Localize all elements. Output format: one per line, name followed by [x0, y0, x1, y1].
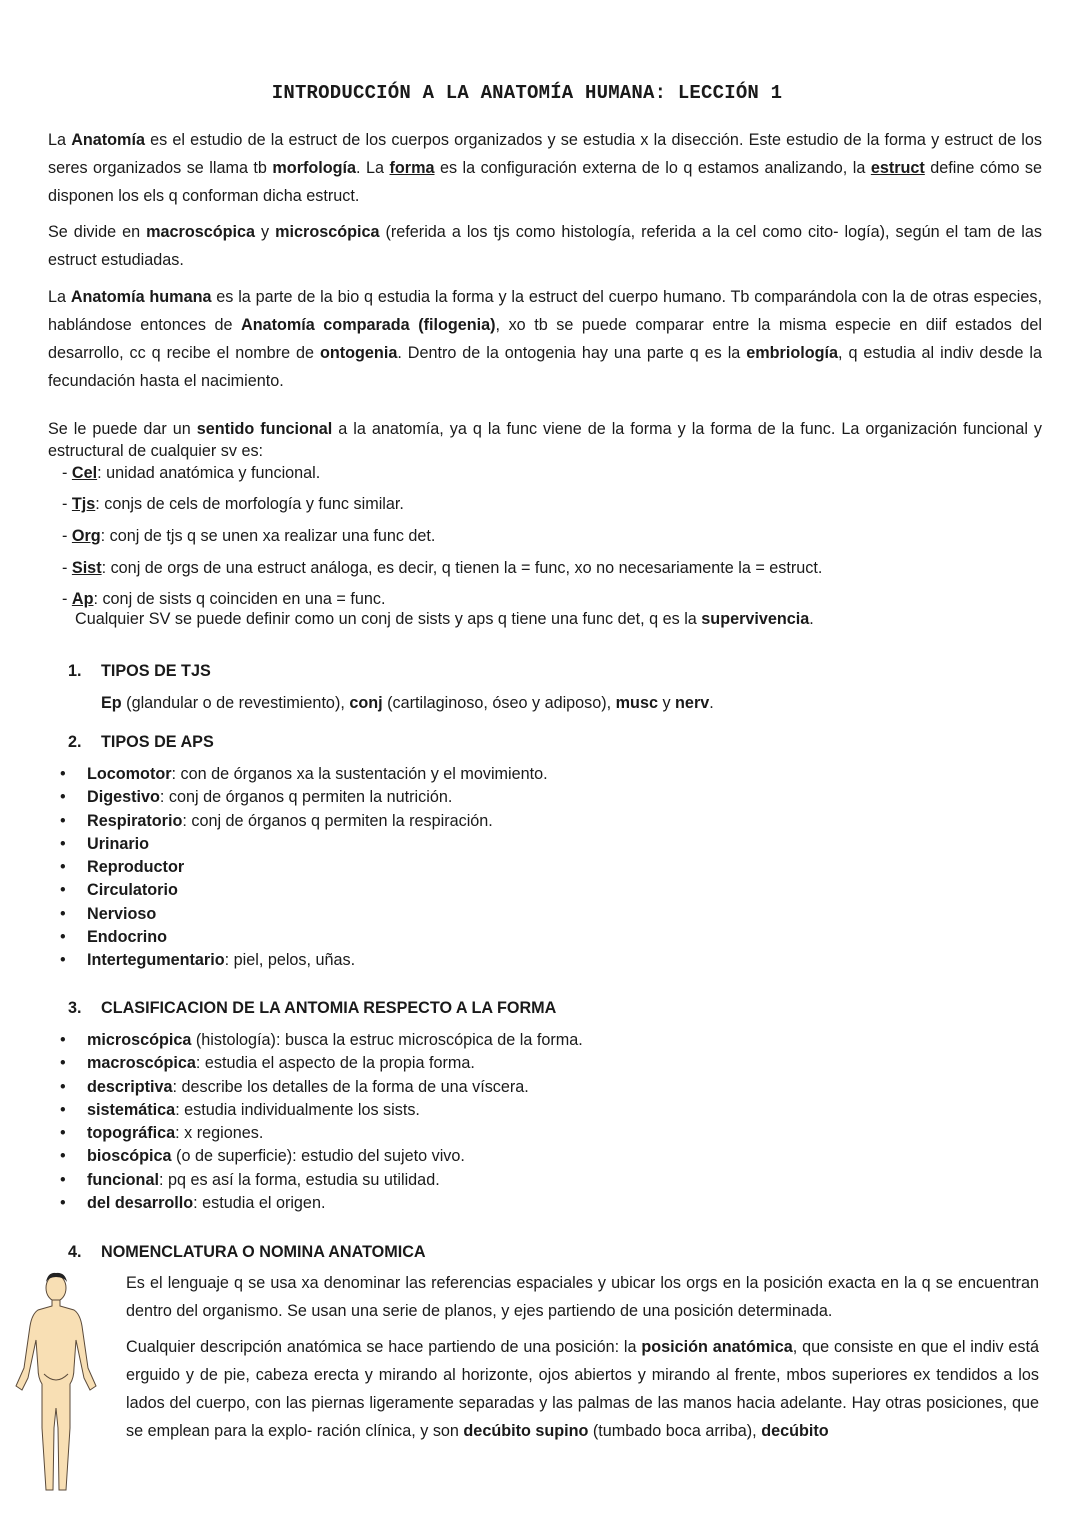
text-segment: : estudia el origen.	[193, 1194, 326, 1213]
emphasized-text: Sist	[71, 559, 102, 577]
list-item	[60, 879, 548, 902]
text-segment: : con de órganos xa la sustentación y el movimiento.	[171, 765, 548, 783]
section-title: TIPOS DE TJS	[101, 662, 211, 680]
intro-paragraph-anatomia-humana	[48, 283, 1042, 395]
text-segment: . Dentro de la ontogenia hay una parte q es la	[397, 344, 747, 362]
section-number: 2.	[68, 733, 82, 751]
list-item	[60, 1122, 583, 1145]
emphasized-text: Ep	[101, 694, 122, 712]
emphasized-text: Digestivo	[87, 788, 160, 807]
emphasized-text: Anatomía comparada (filogenia)	[241, 316, 496, 334]
intro-paragraph-sentido-funcional	[48, 418, 1042, 462]
text-segment: . La	[356, 159, 390, 177]
list-item	[60, 1076, 583, 1099]
level-item-sist	[62, 558, 822, 578]
emphasized-text: funcional	[87, 1170, 159, 1189]
emphasized-text: bioscópica	[87, 1147, 172, 1166]
text-segment: -	[62, 464, 72, 482]
list-item	[60, 1052, 583, 1075]
emphasized-text: del desarrollo	[87, 1194, 194, 1213]
section-heading-tipos-tjs	[68, 661, 211, 681]
emphasized-text: Anatomía humana	[70, 288, 212, 306]
emphasized-text: supervivencia	[701, 610, 810, 628]
emphasized-text: decúbito supino	[463, 1422, 589, 1440]
text-segment: : unidad anatómica y funcional.	[97, 464, 321, 482]
emphasized-text: sentido funcional	[196, 420, 333, 438]
emphasized-text: musc	[615, 694, 658, 712]
text-segment: y	[255, 223, 276, 241]
page-title: INTRODUCCIÓN A LA ANATOMÍA HUMANA: LECCIÓN 1	[271, 82, 783, 104]
text-segment: es el estudio de la estruct de los cuerpos organizados y se estudia x la disección. Este estudio de la forma y estruct de los seres organizados se llama tb	[48, 131, 1042, 177]
text-segment: -	[62, 590, 72, 608]
text-segment: (histología): busca la estruc microscópica de la forma.	[191, 1031, 583, 1049]
text-segment: : conj de tjs q se unen xa realizar una func det.	[100, 527, 436, 545]
section-title: TIPOS DE APS	[101, 733, 214, 751]
emphasized-text: Circulatorio	[87, 881, 178, 900]
section-number: 1.	[68, 662, 82, 680]
intro-paragraph-anatomia	[48, 126, 1042, 210]
tipos-tjs-text	[101, 693, 714, 713]
emphasized-text: Intertegumentario	[87, 951, 225, 970]
text-segment: : describe los detalles de la forma de una víscera.	[172, 1077, 529, 1096]
emphasized-text: forma	[389, 159, 435, 177]
text-segment: (glandular o de revestimiento),	[121, 694, 350, 712]
list-item	[60, 1169, 583, 1192]
text-segment: : conjs de cels de morfología y func similar.	[95, 495, 404, 513]
emphasized-text: Cel	[71, 464, 98, 482]
emphasized-text: morfología	[272, 159, 357, 177]
emphasized-text: Urinario	[87, 834, 150, 853]
level-item-org	[62, 526, 435, 546]
list-item	[60, 833, 548, 856]
level-item-cel	[62, 463, 320, 483]
text-segment: : conj de órganos q permiten la respiración.	[182, 811, 493, 830]
emphasized-text: sistemática	[87, 1100, 176, 1119]
text-segment: Cualquier descripción anatómica se hace partiendo de una posición: la	[126, 1338, 642, 1356]
emphasized-text: decúbito	[761, 1422, 829, 1440]
emphasized-text: macroscópica	[146, 223, 256, 241]
clasificacion-list	[60, 1029, 583, 1215]
list-item	[60, 1192, 583, 1215]
text-segment: (o de superficie): estudio del sujeto vivo.	[171, 1147, 465, 1166]
text-segment: Se divide en	[48, 223, 147, 241]
section-heading-nomenclatura	[68, 1242, 426, 1262]
list-item	[60, 1145, 583, 1168]
text-segment: : piel, pelos, uñas.	[224, 951, 356, 970]
text-segment: (tumbado boca arriba),	[588, 1422, 762, 1440]
text-segment: : estudia el aspecto de la propia forma.	[195, 1054, 475, 1073]
emphasized-text: macroscópica	[87, 1054, 196, 1073]
emphasized-text: Reproductor	[87, 858, 185, 877]
text-segment: : pq es así la forma, estudia su utilidad.	[158, 1170, 440, 1189]
list-item	[60, 786, 548, 809]
level-item-ap	[62, 589, 385, 609]
text-segment: -	[62, 495, 72, 513]
text-segment: La	[48, 131, 72, 149]
text-segment: (cartilaginoso, óseo y adiposo),	[382, 694, 616, 712]
text-segment: Cualquier SV se puede definir como un conj de sists y aps q tiene una func det, q es la	[75, 610, 702, 628]
aps-list	[60, 763, 548, 973]
emphasized-text: Locomotor	[87, 765, 172, 783]
emphasized-text: microscópica	[275, 223, 380, 241]
emphasized-text: embriología	[746, 344, 839, 362]
emphasized-text: nerv	[675, 694, 710, 712]
text-segment: Se le puede dar un	[48, 420, 197, 438]
text-segment: La	[48, 288, 71, 306]
text-segment: , q estudia al indiv desde la fecundación hasta el nacimiento.	[48, 344, 1042, 390]
emphasized-text: Anatomía	[71, 131, 145, 149]
text-segment: : conj de órganos q permiten la nutrición.	[159, 788, 453, 807]
anatomical-position-figure	[8, 1268, 104, 1500]
emphasized-text: Tjs	[71, 495, 96, 513]
text-segment: es la parte de la bio q estudia la forma y la estruct del cuerpo humano. Tb comparándola con la de otras especies, hablándose entonces de	[48, 288, 1042, 334]
emphasized-text: estruct	[870, 159, 925, 177]
list-item	[60, 1029, 583, 1052]
text-segment: define cómo se disponen los els q conforman dicha estruct.	[48, 159, 1043, 205]
list-item	[60, 903, 548, 926]
text-segment: .	[709, 694, 714, 712]
emphasized-text: Ap	[71, 590, 94, 608]
list-item	[60, 949, 548, 972]
text-segment: y	[657, 694, 676, 712]
level-item-tjs	[62, 494, 404, 514]
emphasized-text: microscópica	[87, 1031, 192, 1049]
emphasized-text: topográfica	[87, 1124, 176, 1143]
emphasized-text: posición anatómica	[641, 1338, 793, 1356]
emphasized-text: Nervioso	[87, 904, 157, 923]
text-segment: : estudia individualmente los sists.	[175, 1100, 420, 1119]
emphasized-text: Endocrino	[87, 928, 168, 947]
intro-paragraph-division	[48, 218, 1042, 274]
text-segment: (referida a los tjs como histología, referida a la cel como cito- logía), según el tam de las estruct estudiadas.	[48, 223, 1042, 269]
section-number: 3.	[68, 999, 82, 1017]
emphasized-text: Org	[71, 527, 101, 545]
section-title: NOMENCLATURA O NOMINA ANATOMICA	[101, 1243, 426, 1261]
section-number: 4.	[68, 1243, 82, 1261]
nomina-paragraph-lenguaje	[126, 1269, 1039, 1325]
levels-summary	[75, 609, 814, 629]
text-segment: -	[62, 527, 72, 545]
text-segment: -	[62, 559, 72, 577]
emphasized-text: conj	[349, 694, 383, 712]
text-segment: : conj de orgs de una estruct análoga, es decir, q tienen la = func, xo no necesariamente la = estruct.	[101, 559, 823, 577]
emphasized-text: Respiratorio	[87, 811, 183, 830]
section-title: CLASIFICACION DE LA ANTOMIA RESPECTO A LA FORMA	[101, 999, 557, 1017]
section-heading-tipos-aps	[68, 732, 214, 752]
list-item	[60, 810, 548, 833]
nomina-paragraph-posicion	[126, 1333, 1039, 1445]
list-item	[60, 763, 548, 786]
text-segment: es la configuración externa de lo q estamos analizando, la	[434, 159, 871, 177]
list-item	[60, 926, 548, 949]
text-segment: Es el lenguaje q se usa xa denominar las referencias espaciales y ubicar los orgs en la posición exacta en la q se encuentran dentro del organismo. Se usan una serie de planos, y ejes partiendo de una posición determinada.	[126, 1274, 1039, 1320]
text-segment: : x regiones.	[175, 1124, 264, 1143]
text-segment: , xo tb se puede comparar entre la misma especie en diif estados del desarrollo, cc q recibe el nombre de	[48, 316, 1042, 362]
list-item	[60, 856, 548, 879]
emphasized-text: descriptiva	[87, 1077, 173, 1096]
text-segment: : conj de sists q coinciden en una = func.	[93, 590, 386, 608]
text-segment: a la anatomía, ya q la func viene de la forma y la forma de la func. La organización funcional y estructural de cualquier sv es:	[48, 420, 1042, 460]
section-heading-clasificacion	[68, 998, 556, 1018]
emphasized-text: ontogenia	[319, 344, 398, 362]
list-item	[60, 1099, 583, 1122]
text-segment: , que consiste en que el indiv está erguido y de pie, cabeza erecta y mirando al horizonte, ojos abiertos y mirando al frente, mbos superiores ex tendidos a los lados del cuerpo, con las piernas ligeramente separadas y las palmas de las manos hacia adelante. Hay otras posiciones, que se emplean para la explo- ración clínica, y son	[126, 1338, 1039, 1440]
text-segment: .	[809, 610, 814, 628]
